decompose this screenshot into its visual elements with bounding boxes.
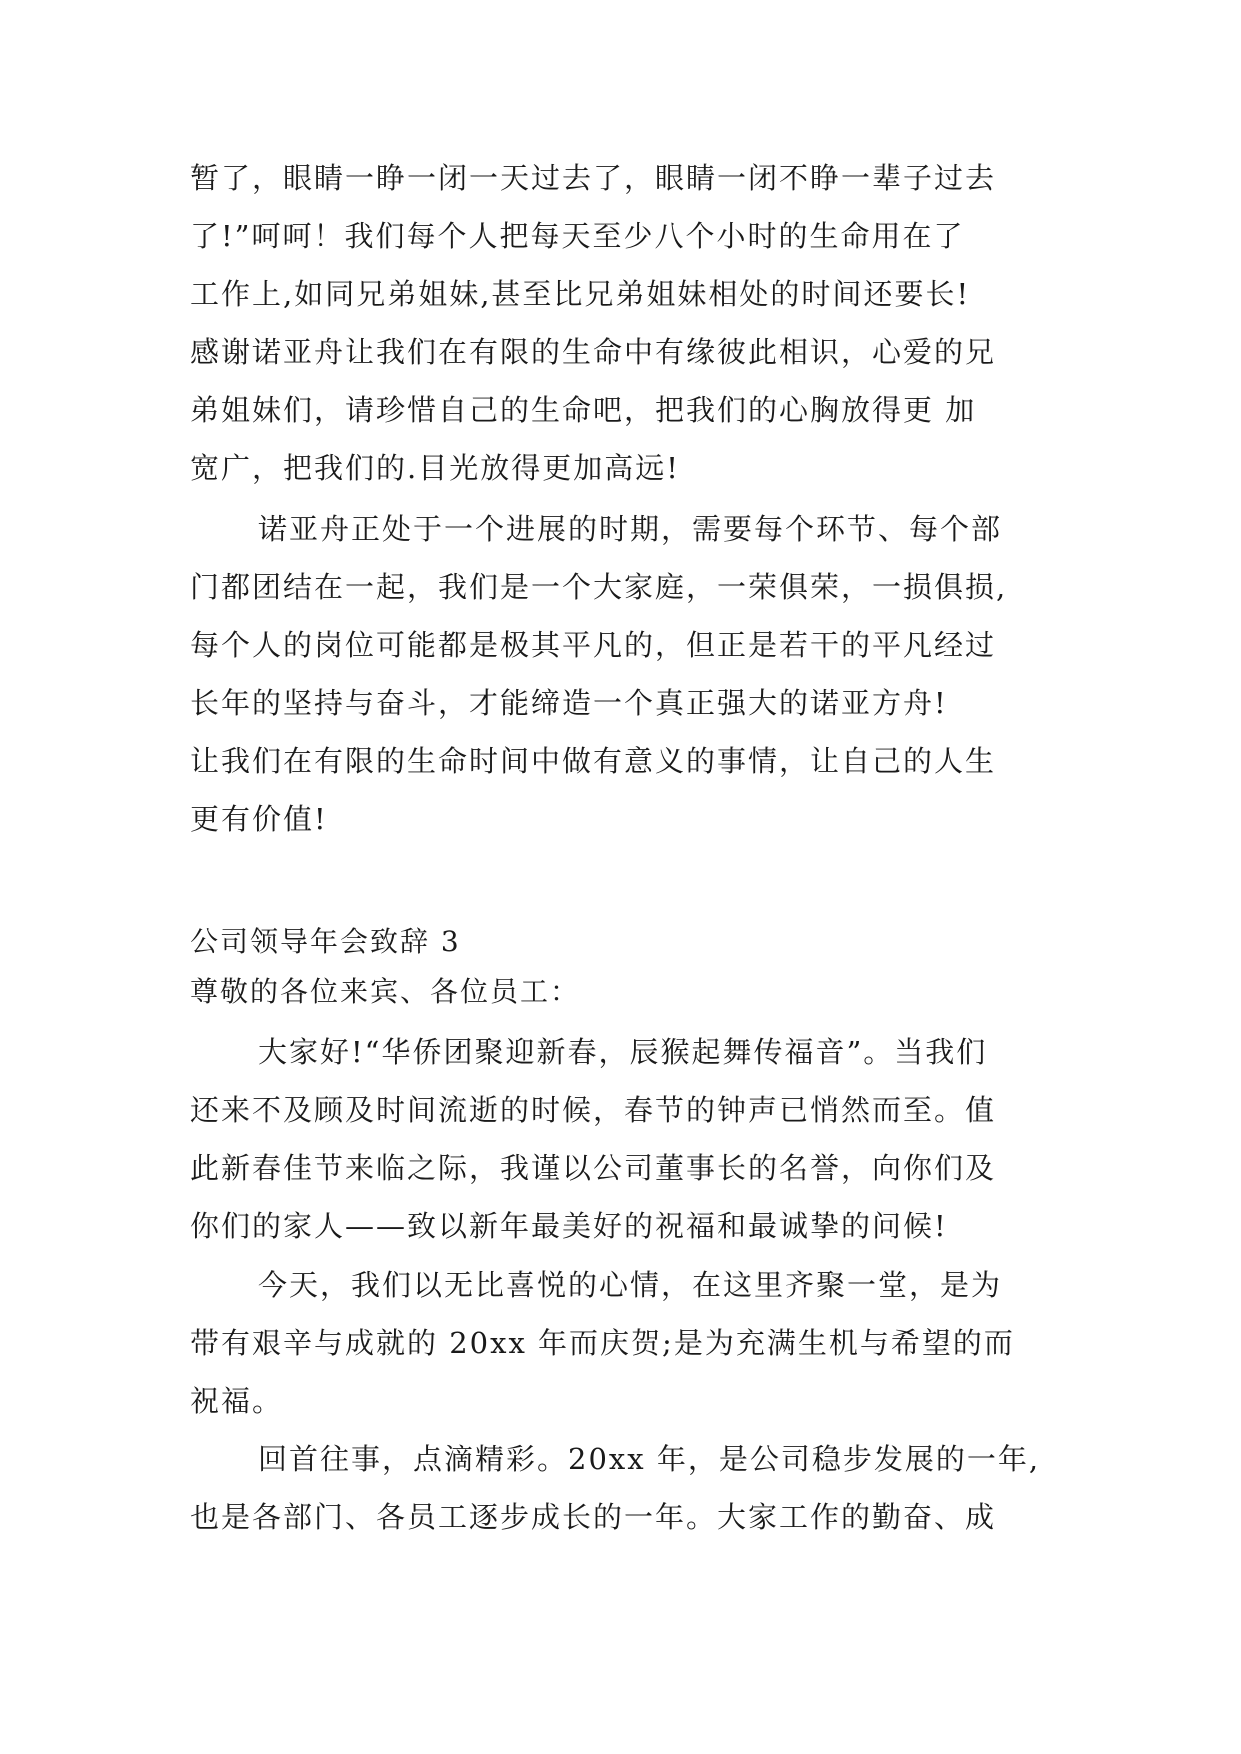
text-line: 此新春佳节来临之际，我谨以公司董事长的名誉，向你们及 xyxy=(190,1151,997,1185)
paragraph-5 xyxy=(190,1430,1050,1546)
text-line: 带有艰辛与成就的 20xx 年而庆贺;是为充满生机与希望的而 xyxy=(190,1326,1015,1360)
text-line: 大家好!“华侨团聚迎新春，辰猴起舞传福音”。当我们 xyxy=(258,1035,988,1069)
paragraph-3 xyxy=(190,1023,1050,1255)
text-line: 暂了，眼睛一睁一闭一天过去了，眼睛一闭不睁一辈子过去 xyxy=(190,161,997,195)
text-line: 工作上,如同兄弟姐妹,甚至比兄弟姐妹相处的时间还要长! xyxy=(190,277,971,311)
salutation: 尊敬的各位来宾、各位员工： xyxy=(190,975,581,1008)
section-header xyxy=(190,917,1050,1017)
text-line: 宽广，把我们的.目光放得更加高远! xyxy=(190,451,680,485)
text-line: 也是各部门、各员工逐步成长的一年。大家工作的勤奋、成 xyxy=(190,1500,997,1534)
text-line: 弟姐妹们，请珍惜自己的生命吧，把我们的心胸放得更 加 xyxy=(190,393,977,427)
text-line: 了!”呵呵！我们每个人把每天至少八个小时的生命用在了 xyxy=(190,219,965,253)
text-line: 回首往事，点滴精彩。20xx 年，是公司稳步发展的一年, xyxy=(258,1442,1041,1476)
paragraph-4 xyxy=(190,1256,1050,1430)
section-title: 公司领导年会致辞 3 xyxy=(190,925,461,958)
text-line: 祝福。 xyxy=(190,1384,284,1418)
text-line: 长年的坚持与奋斗，才能缔造一个真正强大的诺亚方舟! xyxy=(190,686,948,720)
text-line: 更有价值! xyxy=(190,802,328,836)
paragraph-1 xyxy=(190,149,1050,497)
text-line: 你们的家人——致以新年最美好的祝福和最诚挚的问候! xyxy=(190,1209,948,1243)
text-line: 感谢诺亚舟让我们在有限的生命中有缘彼此相识，心爱的兄 xyxy=(190,335,997,369)
text-line: 每个人的岗位可能都是极其平凡的，但正是若干的平凡经过 xyxy=(190,628,997,662)
text-line: 让我们在有限的生命时间中做有意义的事情，让自己的人生 xyxy=(190,744,997,778)
text-line: 门都团结在一起，我们是一个大家庭，一荣俱荣，一损俱损, xyxy=(190,570,1008,604)
text-line: 今天，我们以无比喜悦的心情，在这里齐聚一堂，是为 xyxy=(258,1268,1003,1302)
paragraph-2 xyxy=(190,500,1050,848)
text-line: 诺亚舟正处于一个进展的时期，需要每个环节、每个部 xyxy=(258,512,1003,546)
text-line: 还来不及顾及时间流逝的时候，春节的钟声已悄然而至。值 xyxy=(190,1093,997,1127)
